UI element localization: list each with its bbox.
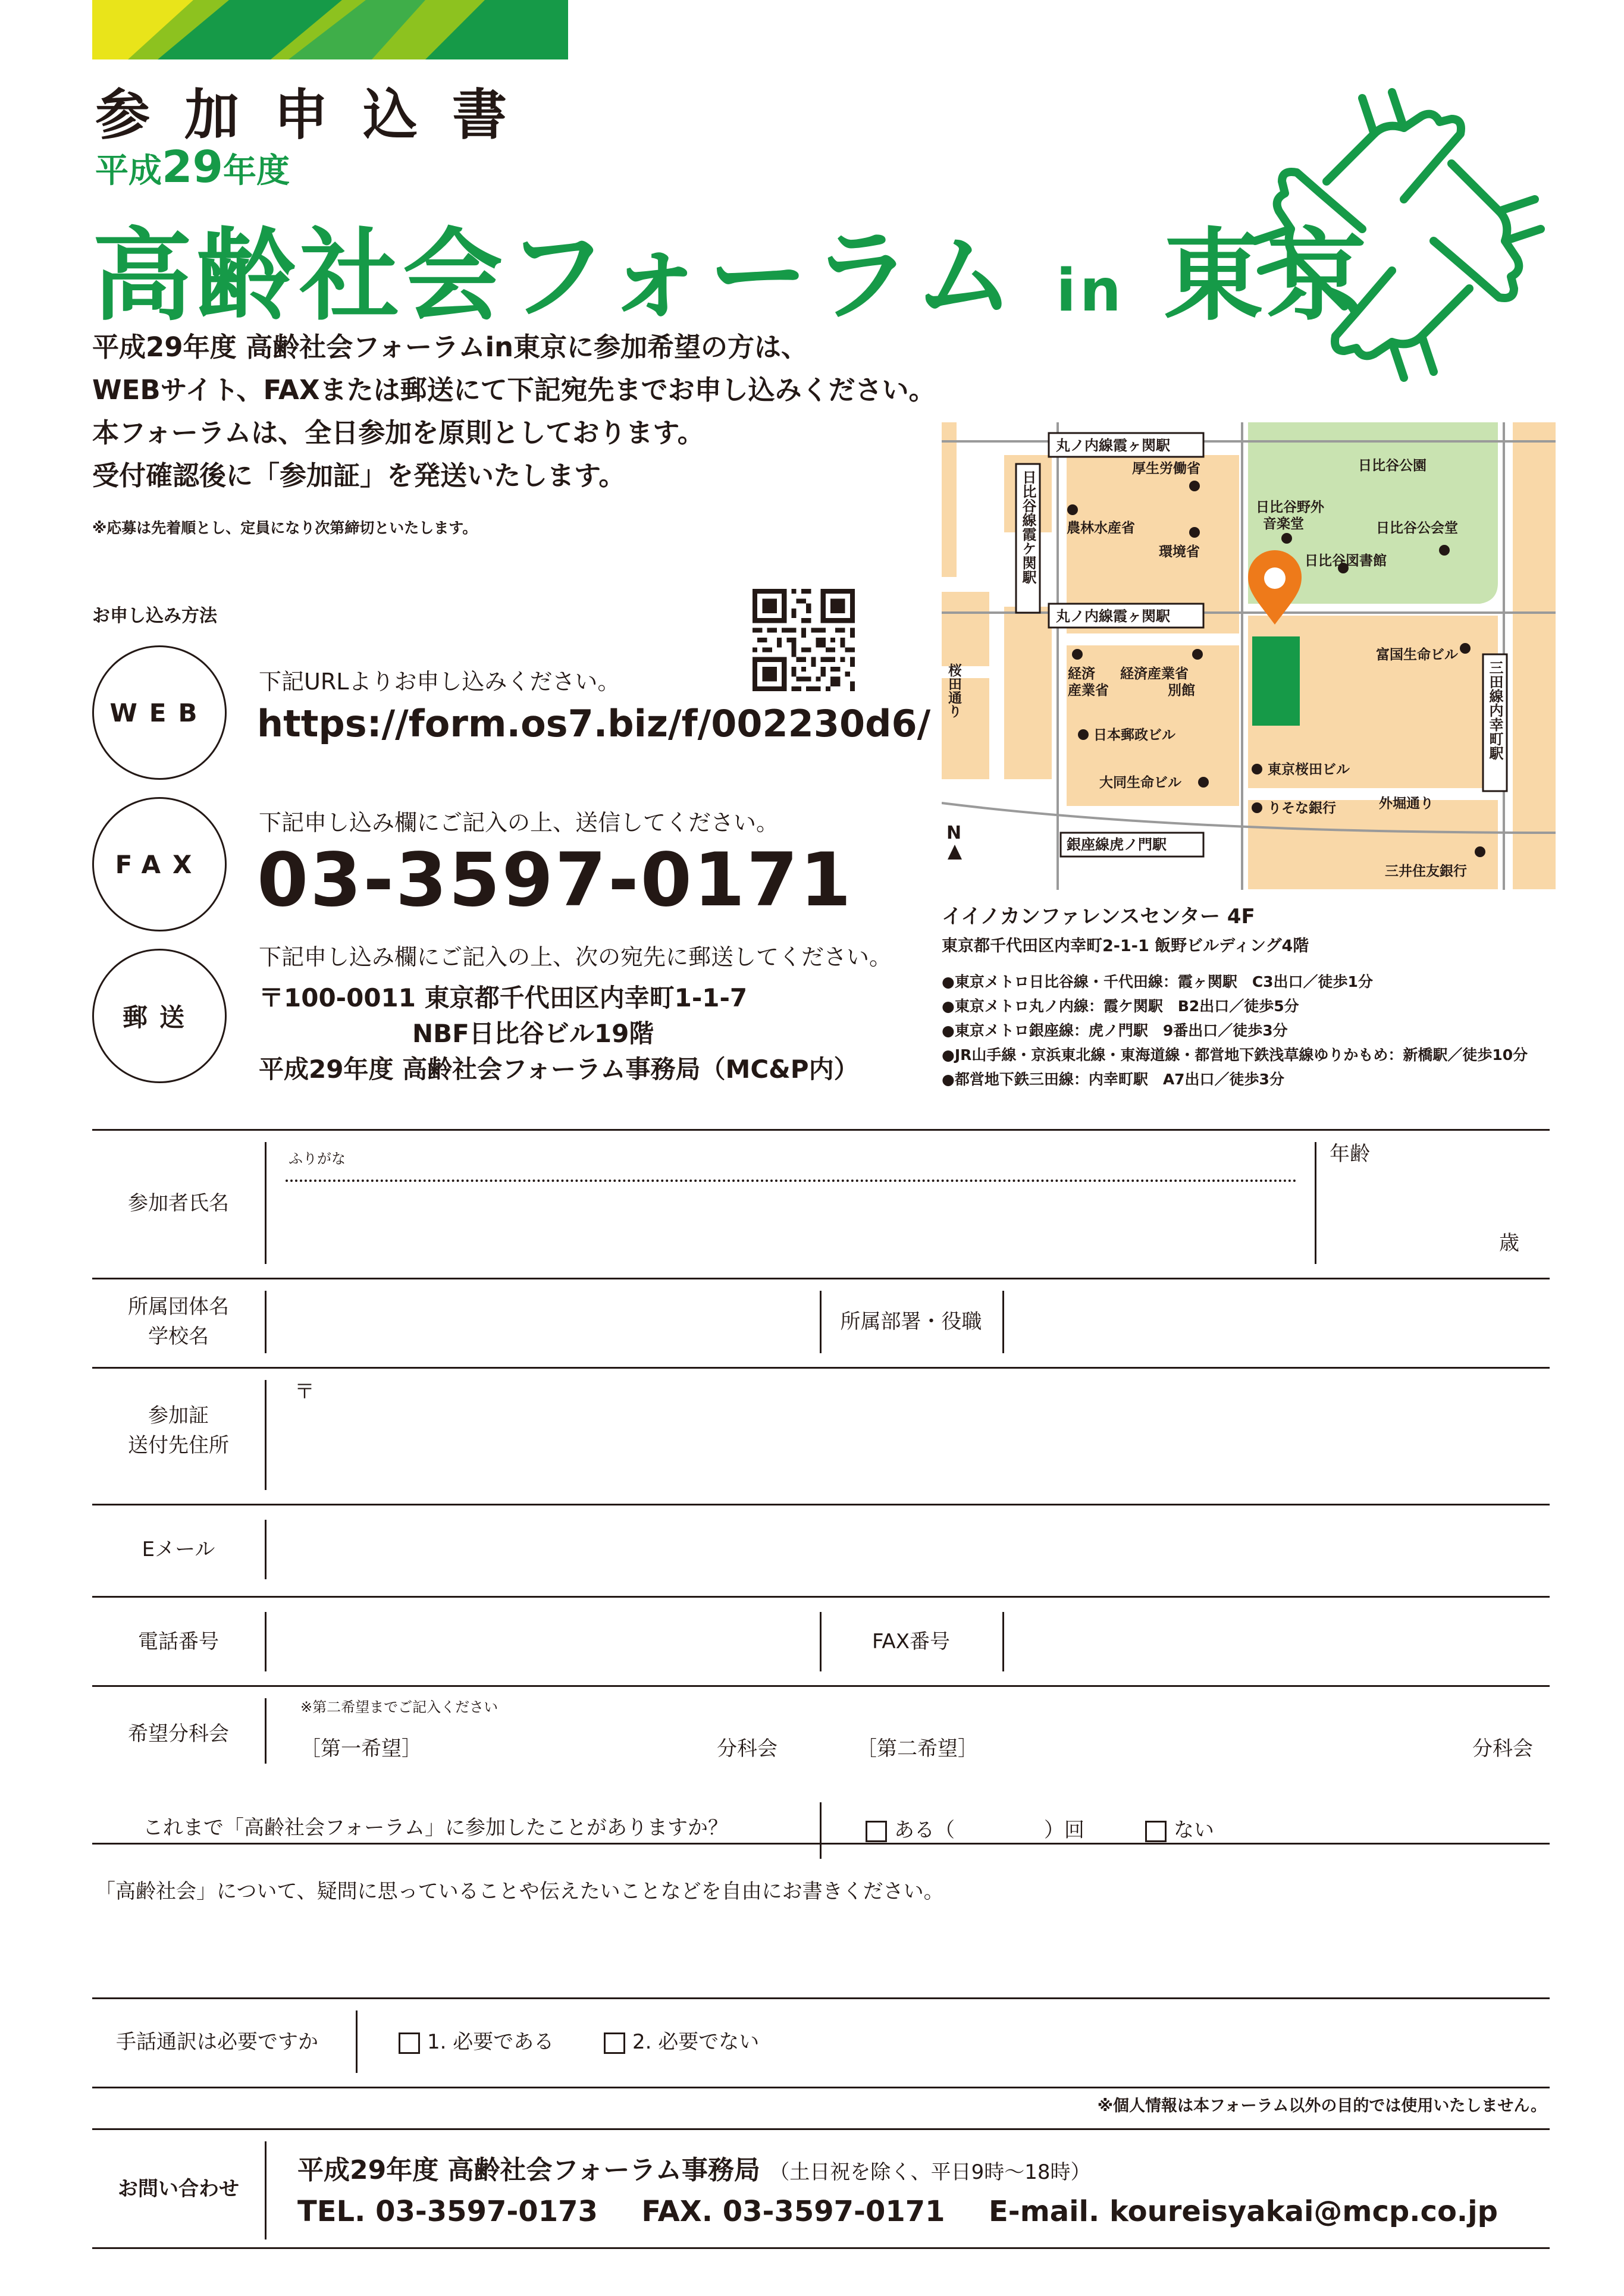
venue-name: イイノカンファレンスセンター 4F: [942, 905, 1255, 929]
post-method-circle: 郵送: [92, 949, 227, 1083]
form-divider: [265, 1380, 267, 1490]
age-unit: 歳: [1499, 1231, 1519, 1255]
first-choice-label: ［第一希望］: [300, 1737, 422, 1761]
form-divider: [1315, 1142, 1316, 1264]
application-url-link[interactable]: https://form.os7.biz/f/002230d6/: [257, 702, 931, 745]
inquiry-tel: TEL. 03-3597-0173: [297, 2195, 598, 2228]
first-choice-input[interactable]: [428, 1728, 708, 1764]
tel-input[interactable]: [274, 1603, 812, 1680]
department-input[interactable]: [1011, 1285, 1547, 1359]
access-item: ●都営地下鉄三田線：内幸町駅 A7出口／徒歩3分: [942, 1071, 1284, 1088]
organization-label-line: 学校名: [148, 1325, 209, 1348]
form-rule: [92, 2247, 1550, 2249]
form-divider: [265, 1291, 267, 1353]
map-place: 外堀通り: [1379, 796, 1434, 811]
access-item: ●東京メトロ丸ノ内線：霞ケ関駅 B2出口／徒歩5分: [942, 998, 1299, 1015]
map-place: 富国生命ビル: [1376, 647, 1458, 663]
email-label: Eメール: [142, 1538, 215, 1561]
past-participation-question: これまで「高齢社会フォーラム」に参加したことがありますか？: [143, 1816, 728, 1840]
inquiry-email[interactable]: E-mail. koureisyakai@mcp.co.jp: [988, 2195, 1498, 2228]
email-input[interactable]: [274, 1511, 1547, 1588]
organization-input[interactable]: [274, 1285, 812, 1359]
map-place: 日比谷野外: [1256, 500, 1324, 515]
form-rule: [92, 1129, 1550, 1131]
map-place: 日本郵政ビル: [1093, 727, 1175, 743]
past-no-label: ない: [1174, 1818, 1214, 1842]
address-label: [92, 1401, 265, 1460]
organization-label: [92, 1292, 265, 1351]
sign-language-option-2[interactable]: [604, 2027, 759, 2057]
header-color-band: [92, 0, 568, 59]
tel-label: 電話番号: [138, 1630, 219, 1654]
form-divider: [265, 1520, 267, 1579]
postal-address-line: 平成29年度 高齢社会フォーラム事務局（MC&P内）: [259, 1055, 859, 1084]
map-station-mita: 三田線内幸町駅: [1487, 660, 1503, 760]
postal-mark: 〒: [294, 1380, 315, 1404]
post-method-desc: 下記申し込み欄にご記入の上、次の宛先に郵送してください。: [259, 944, 892, 970]
past-no-option[interactable]: [1145, 1815, 1214, 1845]
map-station-marunouchi-mid: 丸ノ内線霞ヶ関駅: [1056, 608, 1170, 625]
intro-text: [92, 326, 936, 497]
map-station-ginza: 銀座線虎ノ門駅: [1067, 836, 1167, 853]
past-yes-option[interactable]: [866, 1815, 1084, 1845]
year-label: 平成29年度: [95, 142, 290, 193]
free-comment-prompt: 「高齢社会」について、疑問に思っていることや伝えたいことなどを自由にお書きください。: [95, 1880, 944, 1903]
inquiry-office: [297, 2148, 1090, 2187]
form-rule: [92, 1278, 1550, 1279]
fax-input[interactable]: [1011, 1603, 1547, 1680]
inquiry-contacts: [297, 2195, 1498, 2228]
map-place: 大同生命ビル: [1099, 775, 1181, 791]
map-place: 厚生労働省: [1132, 461, 1200, 476]
map-place: 別館: [1168, 683, 1195, 698]
past-yes-checkbox[interactable]: [866, 1821, 887, 1842]
form-rule: [92, 1685, 1550, 1687]
form-divider: [1002, 1291, 1004, 1353]
inquiry-hours: （土日祝を除く、平日9時〜18時）: [769, 2160, 1091, 2184]
fax-number: 03-3597-0171: [257, 838, 853, 923]
sign-language-option-label: 1. 必要である: [427, 2030, 554, 2054]
sign-language-checkbox-2[interactable]: [604, 2032, 625, 2054]
access-item: ●東京メトロ銀座線：虎ノ門駅 9番出口／徒歩3分: [942, 1022, 1288, 1039]
map-place: 日比谷公会堂: [1376, 520, 1458, 536]
intro-line: 本フォーラムは、全日参加を原則としております。: [92, 417, 704, 448]
inquiry-fax: FAX. 03-3597-0171: [641, 2195, 945, 2228]
first-choice-unit: 分科会: [717, 1737, 777, 1761]
second-choice-unit: 分科会: [1472, 1737, 1533, 1761]
venue-map: [942, 422, 1556, 890]
form-divider: [356, 2010, 358, 2073]
web-method-circle: WEB: [92, 645, 227, 780]
access-item: ●東京メトロ日比谷線・千代田線：霞ヶ関駅 C3出口／徒歩1分: [942, 973, 1373, 990]
address-label-line: 送付先住所: [128, 1434, 229, 1457]
access-item: ●JR山手線・京浜東北線・東海道線・都営地下鉄浅草線ゆりかもめ：新橋駅／徒歩10分: [942, 1046, 1528, 1064]
fax-label: FAX番号: [872, 1630, 950, 1654]
document-title: 参加申込書: [95, 83, 542, 147]
intro-line: WEBサイト、FAXまたは郵送にて下記宛先までお申し込みください。: [92, 374, 936, 406]
intro-line: 受付確認後に「参加証」を発送いたします。: [92, 460, 626, 491]
address-label-line: 参加証: [148, 1404, 209, 1428]
past-times-label: ）回: [1044, 1818, 1084, 1842]
form-divider: [1002, 1612, 1004, 1671]
past-yes-label: ある（: [894, 1818, 955, 1842]
postal-address-line: 〒100-0011 東京都千代田区内幸町1-1-7: [259, 983, 748, 1012]
age-input[interactable]: [1324, 1166, 1520, 1258]
map-place: 日比谷図書館: [1305, 553, 1387, 569]
privacy-note: ※個人情報は本フォーラム以外の目的では使用いたしません。: [1097, 2097, 1547, 2115]
application-method-label: お申し込み方法: [92, 606, 217, 626]
map-place: 桜田通り: [946, 663, 961, 718]
form-rule: [92, 2087, 1550, 2088]
map-place: 東京桜田ビル: [1268, 762, 1350, 777]
session-note: ※第二希望までご記入ください: [300, 1699, 499, 1715]
furigana-input[interactable]: [286, 1180, 1297, 1182]
form-divider: [265, 1142, 267, 1264]
address-input[interactable]: [274, 1374, 1547, 1496]
forum-title: 高齢社会フォーラム in 東京: [92, 218, 1371, 334]
map-north-label: N: [946, 823, 962, 843]
age-label: 年齢: [1330, 1142, 1370, 1166]
form-divider: [265, 2141, 267, 2239]
sign-language-option-1[interactable]: [399, 2027, 554, 2057]
map-place: りそな銀行: [1268, 801, 1336, 816]
name-label: 参加者氏名: [128, 1191, 229, 1215]
map-place: 日比谷公園: [1358, 458, 1427, 473]
joined-hands-logo: [1225, 62, 1570, 407]
access-list: [942, 970, 1528, 1091]
map-place: 農林水産省: [1067, 520, 1135, 536]
map-station-hibiya: 日比谷線霞ケ関駅: [1020, 470, 1036, 584]
postal-address-line: NBF日比谷ビル19階: [412, 1019, 654, 1048]
second-choice-label: ［第二希望］: [857, 1737, 978, 1761]
intro-line: 平成29年度 高齢社会フォーラムin東京に参加希望の方は、: [92, 331, 808, 363]
furigana-label: ふりがな: [289, 1150, 346, 1167]
venue-address: 東京都千代田区内幸町2-1-1 飯野ビルディング4階: [942, 937, 1309, 955]
session-label: 希望分科会: [128, 1722, 229, 1746]
second-choice-input[interactable]: [987, 1728, 1463, 1764]
fax-method-desc: 下記申し込み欄にご記入の上、送信してください。: [259, 810, 779, 836]
free-comment-input[interactable]: [95, 1912, 1547, 1990]
postal-address: [259, 980, 859, 1087]
map-place: 環境省: [1159, 544, 1200, 560]
map-place: 三井住友銀行: [1385, 864, 1467, 879]
form-rule: [92, 1596, 1550, 1598]
form-divider: [265, 1698, 267, 1764]
map-place: 産業省: [1068, 683, 1109, 698]
form-divider: [265, 1612, 267, 1671]
sign-language-label: 手話通訳は必要ですか: [116, 2030, 318, 2054]
sign-language-checkbox-1[interactable]: [399, 2032, 420, 2054]
past-no-checkbox[interactable]: [1145, 1821, 1167, 1842]
name-input[interactable]: [286, 1190, 1297, 1258]
map-station-marunouchi-top: 丸ノ内線霞ヶ関駅: [1056, 437, 1170, 454]
inquiry-office-name: 平成29年度 高齢社会フォーラム事務局: [297, 2155, 760, 2185]
organization-label-line: 所属団体名: [128, 1295, 229, 1319]
qr-code-icon: [753, 589, 855, 691]
form-rule: [92, 1504, 1550, 1505]
form-rule: [92, 1997, 1550, 1999]
form-divider: [820, 1802, 822, 1859]
fax-method-circle: FAX: [92, 797, 227, 931]
form-rule: [92, 1367, 1550, 1369]
map-place: 音楽堂: [1263, 516, 1304, 532]
form-rule: [92, 2128, 1550, 2130]
first-come-notice: ※応募は先着順とし、定員になり次第締切といたします。: [92, 519, 478, 537]
web-method-desc: 下記URLよりお申し込みください。: [259, 669, 620, 695]
map-place: 経済産業省: [1120, 666, 1189, 682]
department-label: 所属部署・役職: [840, 1310, 982, 1334]
inquiry-label: お問い合わせ: [118, 2177, 239, 2201]
sign-language-option-label: 2. 必要でない: [632, 2030, 760, 2054]
map-place: 経済: [1068, 666, 1095, 682]
